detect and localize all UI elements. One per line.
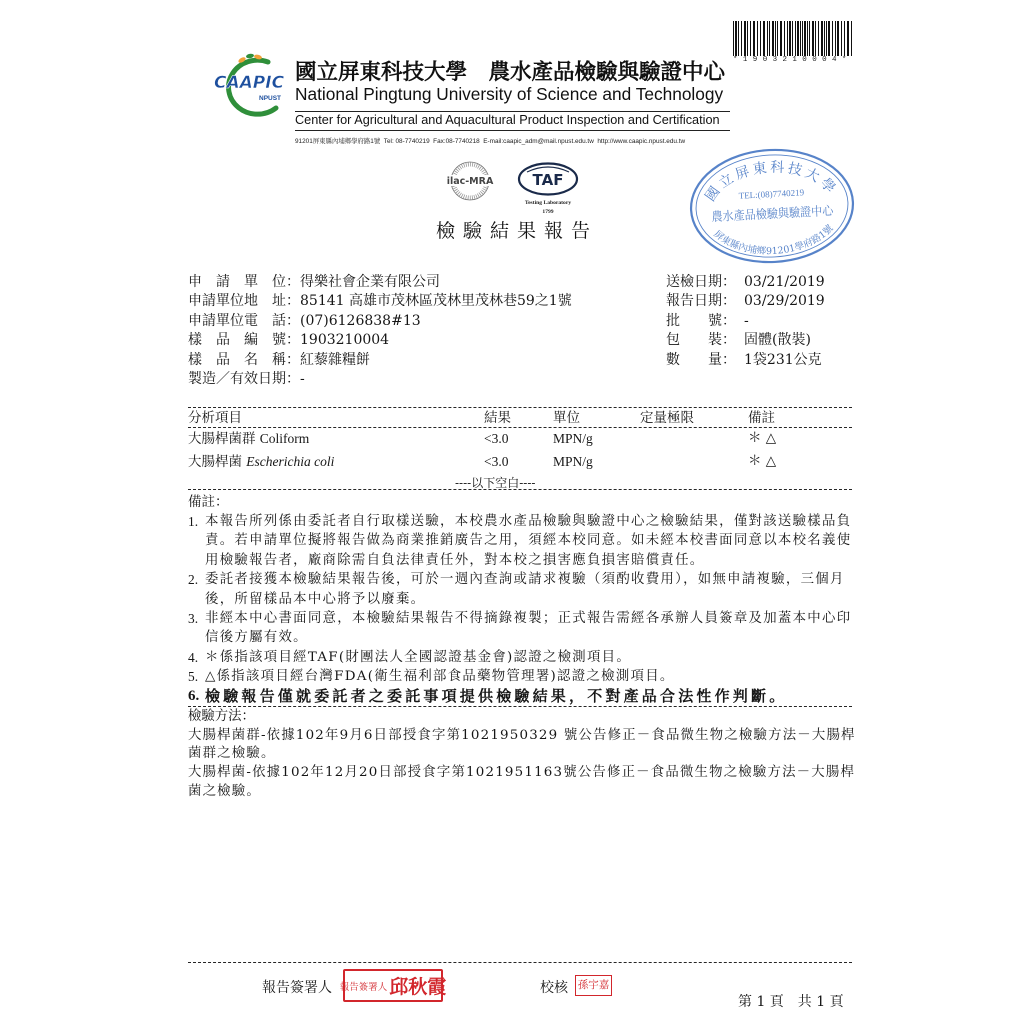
checker-stamp: 孫宇嘉	[575, 975, 612, 996]
contact-line: 91201屏東縣內埔鄉學府路1號 Tel: 08-7740219 Fax:08-7740218 E-mail:caapic_adm@mail.npust.edu.tw http://www.caapic.npust.edu.tw	[295, 138, 686, 145]
seal-tel-text: TEL:(08)7740219	[738, 187, 805, 201]
note-text: △係指該項目經台灣FDA(衛生福利部食品藥物管理署)認證之檢測項目。	[205, 669, 675, 685]
info-colon: ：	[286, 351, 300, 368]
barcode-bar	[780, 21, 782, 56]
barcode-bar	[750, 21, 751, 56]
info-label: 送檢日期	[666, 274, 722, 290]
barcode-bar	[753, 21, 755, 56]
barcode-bar	[818, 21, 819, 56]
info-label: 數 量	[666, 351, 722, 368]
seal-center-text: 農水產品檢驗與驗證中心	[711, 201, 850, 225]
info-row-sample-name	[188, 351, 572, 370]
col-header-remark: 備註	[748, 410, 775, 426]
barcode-bar	[824, 21, 825, 56]
barcode-bar	[809, 21, 810, 56]
barcode-bar	[769, 21, 770, 56]
taf-number: 1799	[542, 209, 554, 215]
item-name-en: Coliform	[259, 431, 310, 446]
barcode-bar	[847, 21, 849, 56]
col-header-loq: 定量極限	[640, 410, 694, 426]
note-text: 檢驗報告僅就委託者之委託事項提供檢驗結果，不對產品合法性作判斷。	[205, 686, 788, 705]
barcode-bar	[789, 21, 791, 56]
note-text: 本報告所列係由委託者自行取樣送驗，本校農水產品檢驗與驗證中心之檢驗結果，僅對該送驗樣品負責。若申請單位擬將報告做為商業推銷廣告之用，須經本校同意。如未經本校書面同意以本校名義使用檢驗報告者，廠商除需自負法律責任外，對本校之損害應負損害賠償責任。	[205, 514, 852, 568]
note-item	[188, 667, 857, 686]
barcode-bar	[826, 21, 827, 56]
note-number: 4.	[188, 649, 199, 665]
barcode-bar	[747, 21, 748, 56]
barcode-bar	[841, 21, 842, 56]
info-label: 申 請 單 位	[188, 274, 286, 290]
applicant-info	[188, 273, 572, 389]
barcode-bar	[741, 21, 742, 56]
cell-remark: ＊ △	[748, 430, 777, 446]
table-rule-top	[188, 407, 852, 408]
info-colon: ：	[286, 332, 300, 349]
info-value: 得樂社會企業有限公司	[300, 274, 440, 290]
test-methods	[188, 708, 862, 802]
info-value: 1袋231公克	[744, 351, 822, 368]
info-label: 申請單位地 址	[188, 293, 286, 310]
signer-stamp	[339, 969, 447, 1002]
barcode-bar	[837, 21, 839, 56]
table-rule-header	[188, 427, 852, 428]
signer-stamp-title: 報告簽署人	[339, 981, 388, 993]
methods-heading: 檢驗方法：	[188, 709, 255, 724]
info-row-packaging	[666, 331, 825, 350]
note-item	[188, 648, 857, 667]
info-value: 03/29/2019	[744, 293, 825, 310]
barcode-bar	[797, 21, 799, 56]
info-row-dates	[188, 370, 572, 389]
note-text: 委託者接獲本檢驗結果報告後，可於一週內查詢或請求複驗（須酌收費用），如無申請複驗，三個月後，所留樣品本中心將予以廢棄。	[205, 572, 845, 607]
table-row	[188, 430, 852, 447]
note-item	[188, 512, 857, 570]
note-text: ＊係指該項目經TAF(財團法人全國認證基金會)認證之檢測項目。	[205, 649, 632, 665]
table-header-row	[188, 410, 852, 427]
info-row-batch	[666, 312, 825, 331]
taf-logo	[515, 160, 581, 216]
cell-unit: MPN/g	[553, 431, 593, 446]
barcode-bar	[735, 21, 737, 56]
note-number: 3.	[188, 611, 199, 627]
col-header-unit: 單位	[553, 410, 580, 426]
note-number: 5.	[188, 669, 199, 685]
barcode-bar	[812, 21, 814, 56]
info-value: 1903210004	[300, 332, 390, 349]
barcode-bar	[851, 21, 852, 56]
notes-list	[188, 512, 857, 706]
info-value: 紅藜雜糧餅	[300, 351, 370, 368]
barcode-bar	[802, 21, 803, 56]
official-seal	[688, 146, 858, 266]
info-colon: ：	[722, 312, 736, 329]
barcode-bar	[775, 21, 776, 56]
info-row-sample-id	[188, 331, 572, 350]
university-title-en: National Pingtung University of Science and Technology	[295, 84, 724, 104]
report-title: 檢驗結果報告	[436, 220, 599, 242]
barcode-bar	[795, 21, 796, 56]
barcode-bar	[787, 21, 788, 56]
note-number: 2.	[188, 572, 199, 588]
barcode-bar	[744, 21, 746, 56]
ilac-mra-logo	[440, 160, 500, 202]
taf-subtitle: Testing Laboratory	[524, 200, 572, 206]
info-label: 批 號	[666, 312, 722, 329]
table-row	[188, 453, 852, 470]
seal-top-textpath: 國立屏東科技大學	[702, 159, 840, 205]
checker-label: 校核	[540, 980, 568, 996]
info-value: 固體(散裝)	[744, 332, 811, 349]
barcode-bar	[807, 21, 808, 56]
info-row-report-date	[666, 292, 825, 311]
info-colon: ：	[286, 370, 300, 387]
cell-result: <3.0	[484, 454, 509, 469]
header-rule-bottom	[295, 130, 730, 131]
item-name-en: Escherichia coli	[246, 454, 335, 469]
cell-unit: MPN/g	[553, 454, 593, 469]
barcode-bar	[815, 21, 816, 56]
seal-bottom-textpath: 屏東縣內埔鄉91201學府路1號	[711, 222, 836, 258]
info-label: 樣 品 編 號	[188, 332, 286, 349]
note-number: 6.	[188, 687, 200, 704]
caapic-logo-text: CAAPIC	[214, 73, 285, 93]
barcode-bar	[767, 21, 768, 56]
notes-rule-bottom	[188, 706, 852, 707]
item-name-zh: 大腸桿菌群	[188, 431, 256, 447]
info-label: 樣 品 名 稱	[188, 351, 286, 368]
info-label: 包 裝	[666, 332, 722, 349]
note-item-emphasis	[188, 687, 857, 706]
note-number: 1.	[188, 514, 199, 529]
center-title-zh: 國立屏東科技大學 農水產品檢驗與驗證中心	[295, 60, 726, 85]
info-row-phone	[188, 312, 572, 331]
col-header-item: 分析項目	[188, 410, 242, 426]
cell-item	[188, 453, 334, 471]
caapic-logo	[212, 50, 290, 122]
barcode-bar	[738, 21, 739, 56]
info-colon: ：	[286, 293, 300, 310]
barcode-bar	[835, 21, 836, 56]
cell-remark: ＊ △	[748, 453, 777, 469]
table-rule-bottom	[188, 489, 852, 490]
notes-heading: 備註：	[188, 494, 229, 510]
barcode-bar	[828, 21, 830, 56]
seal-graphic	[688, 146, 856, 266]
method-item: 大腸桿菌群-依據102年9月6日部授食字第1021950329 號公告修正－食品微生物之檢驗方法－大腸桿菌群之檢驗。	[188, 727, 856, 762]
barcode-number: *1903210004*	[733, 56, 852, 64]
note-item	[188, 570, 857, 609]
note-text: 非經本中心書面同意，本檢驗結果報告不得摘錄複製；正式報告需經各承辦人員簽章及加蓋本中心印信後方屬有效。	[205, 611, 852, 646]
method-item: 大腸桿菌-依據102年12月20日部授食字第1021951163號公告修正－食品微生物之檢驗方法－大腸桿菌之檢驗。	[188, 765, 856, 799]
barcode-bar	[800, 21, 801, 56]
signer-label: 報告簽署人	[262, 980, 332, 996]
report-info	[666, 273, 825, 370]
item-name-zh: 大腸桿菌	[188, 454, 242, 470]
info-colon: ：	[722, 351, 736, 368]
info-row-submit-date	[666, 273, 825, 292]
info-row-applicant	[188, 273, 572, 292]
barcode-bar	[733, 21, 734, 56]
taf-logo-text: TAF	[532, 171, 564, 189]
barcode-bar	[772, 21, 774, 56]
cell-result: <3.0	[484, 431, 509, 446]
center-title-en: Center for Agricultural and Aquacultural Product Inspection and Certification	[295, 113, 720, 127]
barcode-bar	[792, 21, 793, 56]
barcode	[733, 21, 855, 56]
page-number: 第 1 頁 共 1 頁	[738, 994, 844, 1010]
barcode-bar	[777, 21, 778, 56]
info-label: 製造／有效日期	[188, 370, 286, 387]
barcode-bar	[804, 21, 806, 56]
info-colon: ：	[722, 332, 736, 349]
barcode-bar	[763, 21, 765, 56]
info-colon: ：	[286, 312, 300, 329]
col-header-result: 結果	[484, 410, 511, 426]
info-value: -	[300, 370, 305, 387]
info-colon: ：	[722, 274, 736, 290]
barcode-bar	[821, 21, 823, 56]
info-row-address	[188, 292, 572, 311]
barcode-bar	[832, 21, 833, 56]
ilac-logo-text: ilac-MRA	[446, 176, 494, 187]
footer-rule	[188, 962, 852, 963]
barcode-bar	[760, 21, 761, 56]
blank-below-marker: ----以下空白----	[455, 476, 536, 490]
header-rule-top	[295, 111, 730, 112]
npust-logo-text: NPUST	[259, 95, 282, 102]
info-label: 申請單位電 話	[188, 312, 286, 329]
barcode-bar	[844, 21, 845, 56]
info-colon: ：	[286, 274, 300, 290]
cell-item	[188, 430, 309, 448]
info-value: (07)6126838#13	[300, 312, 421, 329]
info-value: -	[744, 312, 749, 329]
signer-stamp-name: 邱秋霞	[389, 976, 447, 998]
note-item	[188, 609, 857, 648]
info-value: 03/21/2019	[744, 274, 825, 290]
barcode-bar	[757, 21, 758, 56]
info-label: 報告日期	[666, 293, 722, 310]
barcode-bar	[784, 21, 785, 56]
info-row-quantity	[666, 351, 825, 370]
info-colon: ：	[722, 293, 736, 310]
info-value: 85141 高雄市茂林區茂林里茂林巷59之1號	[300, 293, 572, 310]
